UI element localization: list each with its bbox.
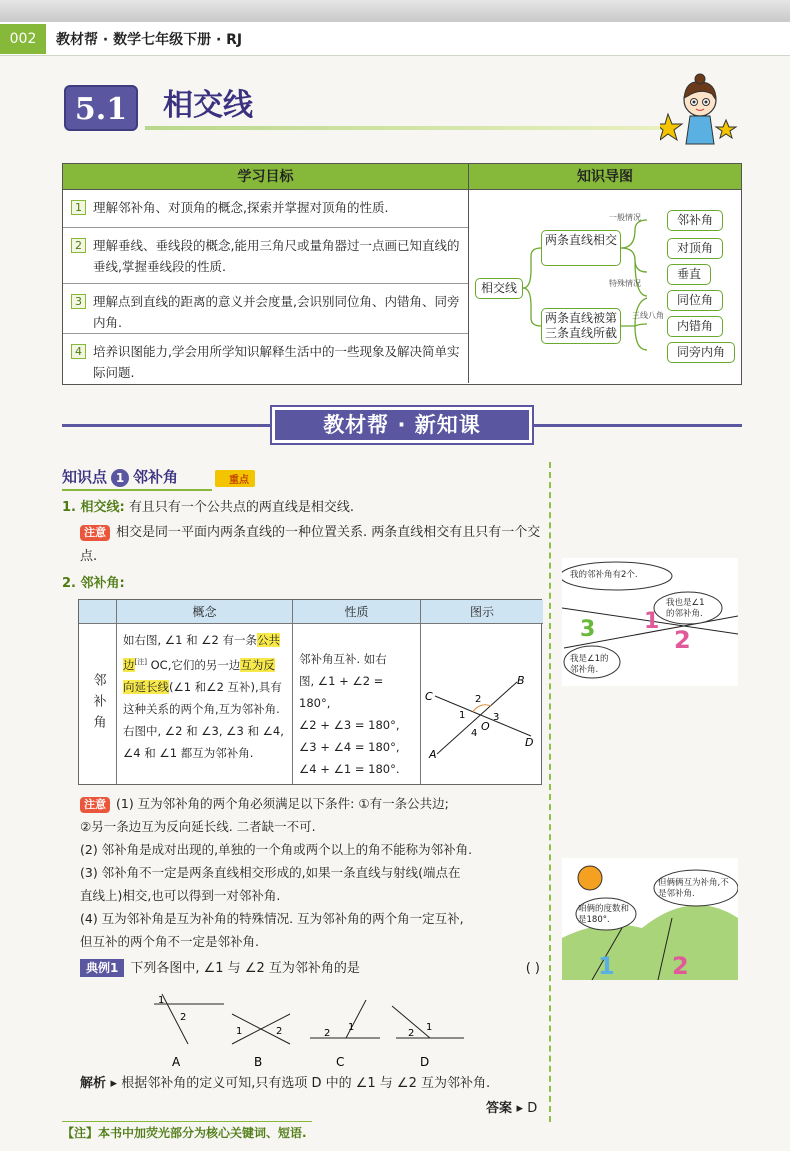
map-label-general: 一般情况 [609, 213, 641, 222]
objective-number: 1 [71, 200, 86, 215]
lesson-banner [62, 405, 742, 445]
highlight-reverse-extension: 互为反向延长线 [123, 657, 275, 694]
analysis-label: 解析 ▸ [80, 1076, 118, 1091]
objective-item [63, 334, 468, 383]
bubble-top: 我的邻补角有2个. [570, 570, 638, 580]
objective-item [63, 284, 468, 334]
section-underline [145, 126, 665, 130]
note-line [80, 792, 550, 815]
adjacent-angle-table [78, 599, 542, 785]
note-line-6: (4) 互为邻补角是互为补角的特殊情况. 互为邻补角的两个角一定互补, [80, 911, 464, 926]
note-line-7: 但互补的两个角不一定是邻补角. [80, 934, 259, 949]
objective-item [63, 190, 468, 228]
section-title: 相交线 [163, 88, 253, 123]
map-leaf-perpendicular: 垂直 [667, 264, 711, 285]
label-D: D [525, 736, 534, 749]
notes-block [80, 792, 550, 953]
svg-text:1: 1 [598, 952, 615, 980]
objective-number: 3 [71, 294, 86, 309]
header-property: 性质 [293, 600, 421, 624]
analysis [80, 1073, 540, 1095]
optA-1: 1 [158, 995, 165, 1006]
objective-text: 培养识图能力,学会用所学知识解释生活中的一些现象及解决简单实际问题. [93, 344, 460, 380]
analysis-text: 根据邻补角的定义可知,只有选项 D 中的 ∠1 与 ∠2 互为邻补角. [121, 1076, 491, 1091]
page-number: 002 [0, 24, 46, 54]
map-leaf-adjacent: 邻补角 [667, 210, 723, 231]
concept-text-c: (∠1 和∠2 互补),具有这种关系的两个角,互为邻补角. 右图中, ∠2 和 ∠3, ∠3 和 ∠4, ∠4 和 ∠1 都互为邻补角. [123, 679, 284, 760]
bubble-left: 我是∠1的邻补角. [570, 654, 609, 675]
optC-2: 2 [324, 1028, 331, 1039]
svg-text:1: 1 [644, 609, 660, 634]
objectives-heading: 学习目标 [63, 164, 469, 190]
answer-blank: ( ) [525, 961, 540, 976]
table-corner [79, 600, 117, 624]
knowledge-point-title [62, 466, 178, 487]
note-text: 相交是同一平面内两条直线的一种位置关系. 两条直线相交有且只有一个交点. [80, 525, 541, 564]
property-line: ∠2 + ∠3 = 180°, [299, 718, 400, 732]
knowledge-map-heading: 知识导图 [469, 164, 741, 190]
bubble-left: 咱俩的度数和是180°. [578, 904, 630, 925]
svg-text:2: 2 [674, 626, 691, 654]
kp-title: 邻补角 [133, 468, 179, 486]
example-options-figure [140, 986, 480, 1072]
note-line-5: 直线上)相交,也可以得到一对邻补角. [80, 888, 281, 903]
optA-2: 2 [180, 1012, 187, 1023]
def-label: 1. 相交线: [62, 500, 125, 515]
banner-title: 教材帮 · 新知课 [272, 407, 532, 443]
property-cell [293, 624, 421, 784]
optB-1: 1 [236, 1026, 243, 1037]
label-O: O [481, 720, 490, 733]
note-intersecting [80, 521, 542, 569]
optC-1: 1 [348, 1022, 355, 1033]
concept-text-a: 如右图, ∠1 和 ∠2 有一条 [123, 633, 258, 647]
answer [486, 1098, 537, 1120]
answer-value: D [527, 1101, 538, 1116]
angle-4: 4 [471, 728, 478, 739]
note-line-1: (1) 互为邻补角的两个角必须满足以下条件: ①有一条公共边; [116, 796, 449, 811]
bubble-right: 我也是∠1的邻补角. [666, 598, 705, 619]
kp-underline [62, 489, 212, 491]
map-label-special: 特殊情况 [609, 279, 641, 288]
example-badge: 典例1 [80, 959, 124, 977]
definition-intersecting [62, 497, 354, 519]
footnote-rule [62, 1121, 312, 1122]
kp-prefix: 知识点 [62, 468, 108, 486]
map-leaf-vertical: 对顶角 [667, 238, 723, 259]
svg-text:3: 3 [580, 617, 596, 642]
book-title: 教材帮 · 数学七年级下册 · RJ [56, 32, 243, 48]
map-root: 相交线 [475, 278, 523, 299]
header-concept: 概念 [117, 600, 293, 624]
figure-cell [421, 624, 543, 784]
objective-number: 2 [71, 238, 86, 253]
property-line: 图, ∠1 + ∠2 = 180°, [299, 674, 384, 710]
angle-2: 2 [475, 694, 482, 705]
optB-2: 2 [276, 1026, 283, 1037]
definition-adjacent-label: 2. 邻补角: [62, 576, 125, 591]
label-A: A [429, 748, 437, 761]
concept-cell [117, 624, 293, 784]
optD-2: 2 [408, 1028, 415, 1039]
girl-mascot-icon [660, 72, 740, 152]
example-text: 下列各图中, ∠1 与 ∠2 互为邻补角的是 [130, 961, 360, 976]
angle-1: 1 [459, 710, 466, 721]
bubble-right: 但俩俩互为补角,不是邻补角. [658, 878, 729, 899]
footnote: 【注】本书中加荧光部分为核心关键词、短语. [62, 1126, 307, 1140]
map-leaf-corresponding: 同位角 [667, 290, 723, 311]
note-badge: 注意 [80, 797, 110, 813]
note-ref: [注] [134, 658, 147, 666]
optD-1: 1 [426, 1022, 433, 1033]
note-line-4: (3) 邻补角不一定是两条直线相交形成的,如果一条直线与射线(端点在 [80, 865, 461, 880]
map-label-three: 三线八角 [632, 311, 664, 320]
note-line-2: ②另一条边互为反向延长线. 二者缺一不可. [80, 819, 316, 834]
option-B: B [254, 1055, 263, 1069]
angle-3: 3 [493, 712, 500, 723]
label-B: B [517, 674, 525, 687]
key-point-badge: 重点 [215, 470, 255, 487]
cartoon-supplementary [562, 858, 738, 980]
objective-text: 理解点到直线的距离的意义并会度量,会识别同位角、内错角、同旁内角. [93, 294, 460, 330]
intersecting-lines-figure [421, 624, 543, 784]
header-figure: 图示 [421, 600, 543, 624]
map-leaf-alternate: 内错角 [667, 316, 723, 337]
objective-item [63, 228, 468, 284]
cartoon-adjacent-angles [562, 558, 738, 686]
objective-text: 理解邻补角、对顶角的概念,探索并掌握对顶角的性质. [93, 200, 389, 215]
highlight-common-side: 公共边 [123, 633, 281, 672]
map-leaf-same-side: 同旁内角 [667, 342, 735, 363]
map-branch-intersect: 两条直线相交 [541, 230, 621, 266]
note-badge: 注意 [80, 525, 110, 541]
option-D: D [420, 1055, 430, 1069]
objective-text: 理解垂线、垂线段的概念,能用三角尺或量角器过一点画已知直线的垂线,掌握垂线段的性质. [93, 238, 460, 274]
objectives-table [62, 163, 742, 385]
svg-text:2: 2 [672, 952, 689, 980]
label-C: C [425, 690, 433, 703]
objective-number: 4 [71, 344, 86, 359]
top-edge [0, 0, 790, 22]
example-question [80, 958, 540, 980]
note-line-3: (2) 邻补角是成对出现的,单独的一个角或两个以上的角不能称为邻补角. [80, 842, 473, 857]
property-line: ∠4 + ∠1 = 180°. [299, 762, 400, 776]
objectives-list [63, 190, 469, 383]
answer-label: 答案 ▸ [486, 1101, 524, 1116]
kp-number: 1 [111, 469, 129, 487]
row-label: 邻补角 [79, 624, 117, 784]
concept-text-b: OC,它们的另一边 [146, 657, 241, 672]
property-line: ∠3 + ∠4 = 180°, [299, 740, 400, 754]
def-text: 有且只有一个公共点的两直线是相交线. [128, 500, 354, 515]
knowledge-map [469, 190, 741, 383]
property-line: 邻补角互补. 如右 [299, 652, 387, 666]
section-number: 5.1 [64, 85, 138, 131]
map-branch-transversal: 两条直线被第三条直线所截 [541, 308, 621, 344]
option-A: A [172, 1055, 181, 1069]
option-C: C [336, 1055, 345, 1069]
